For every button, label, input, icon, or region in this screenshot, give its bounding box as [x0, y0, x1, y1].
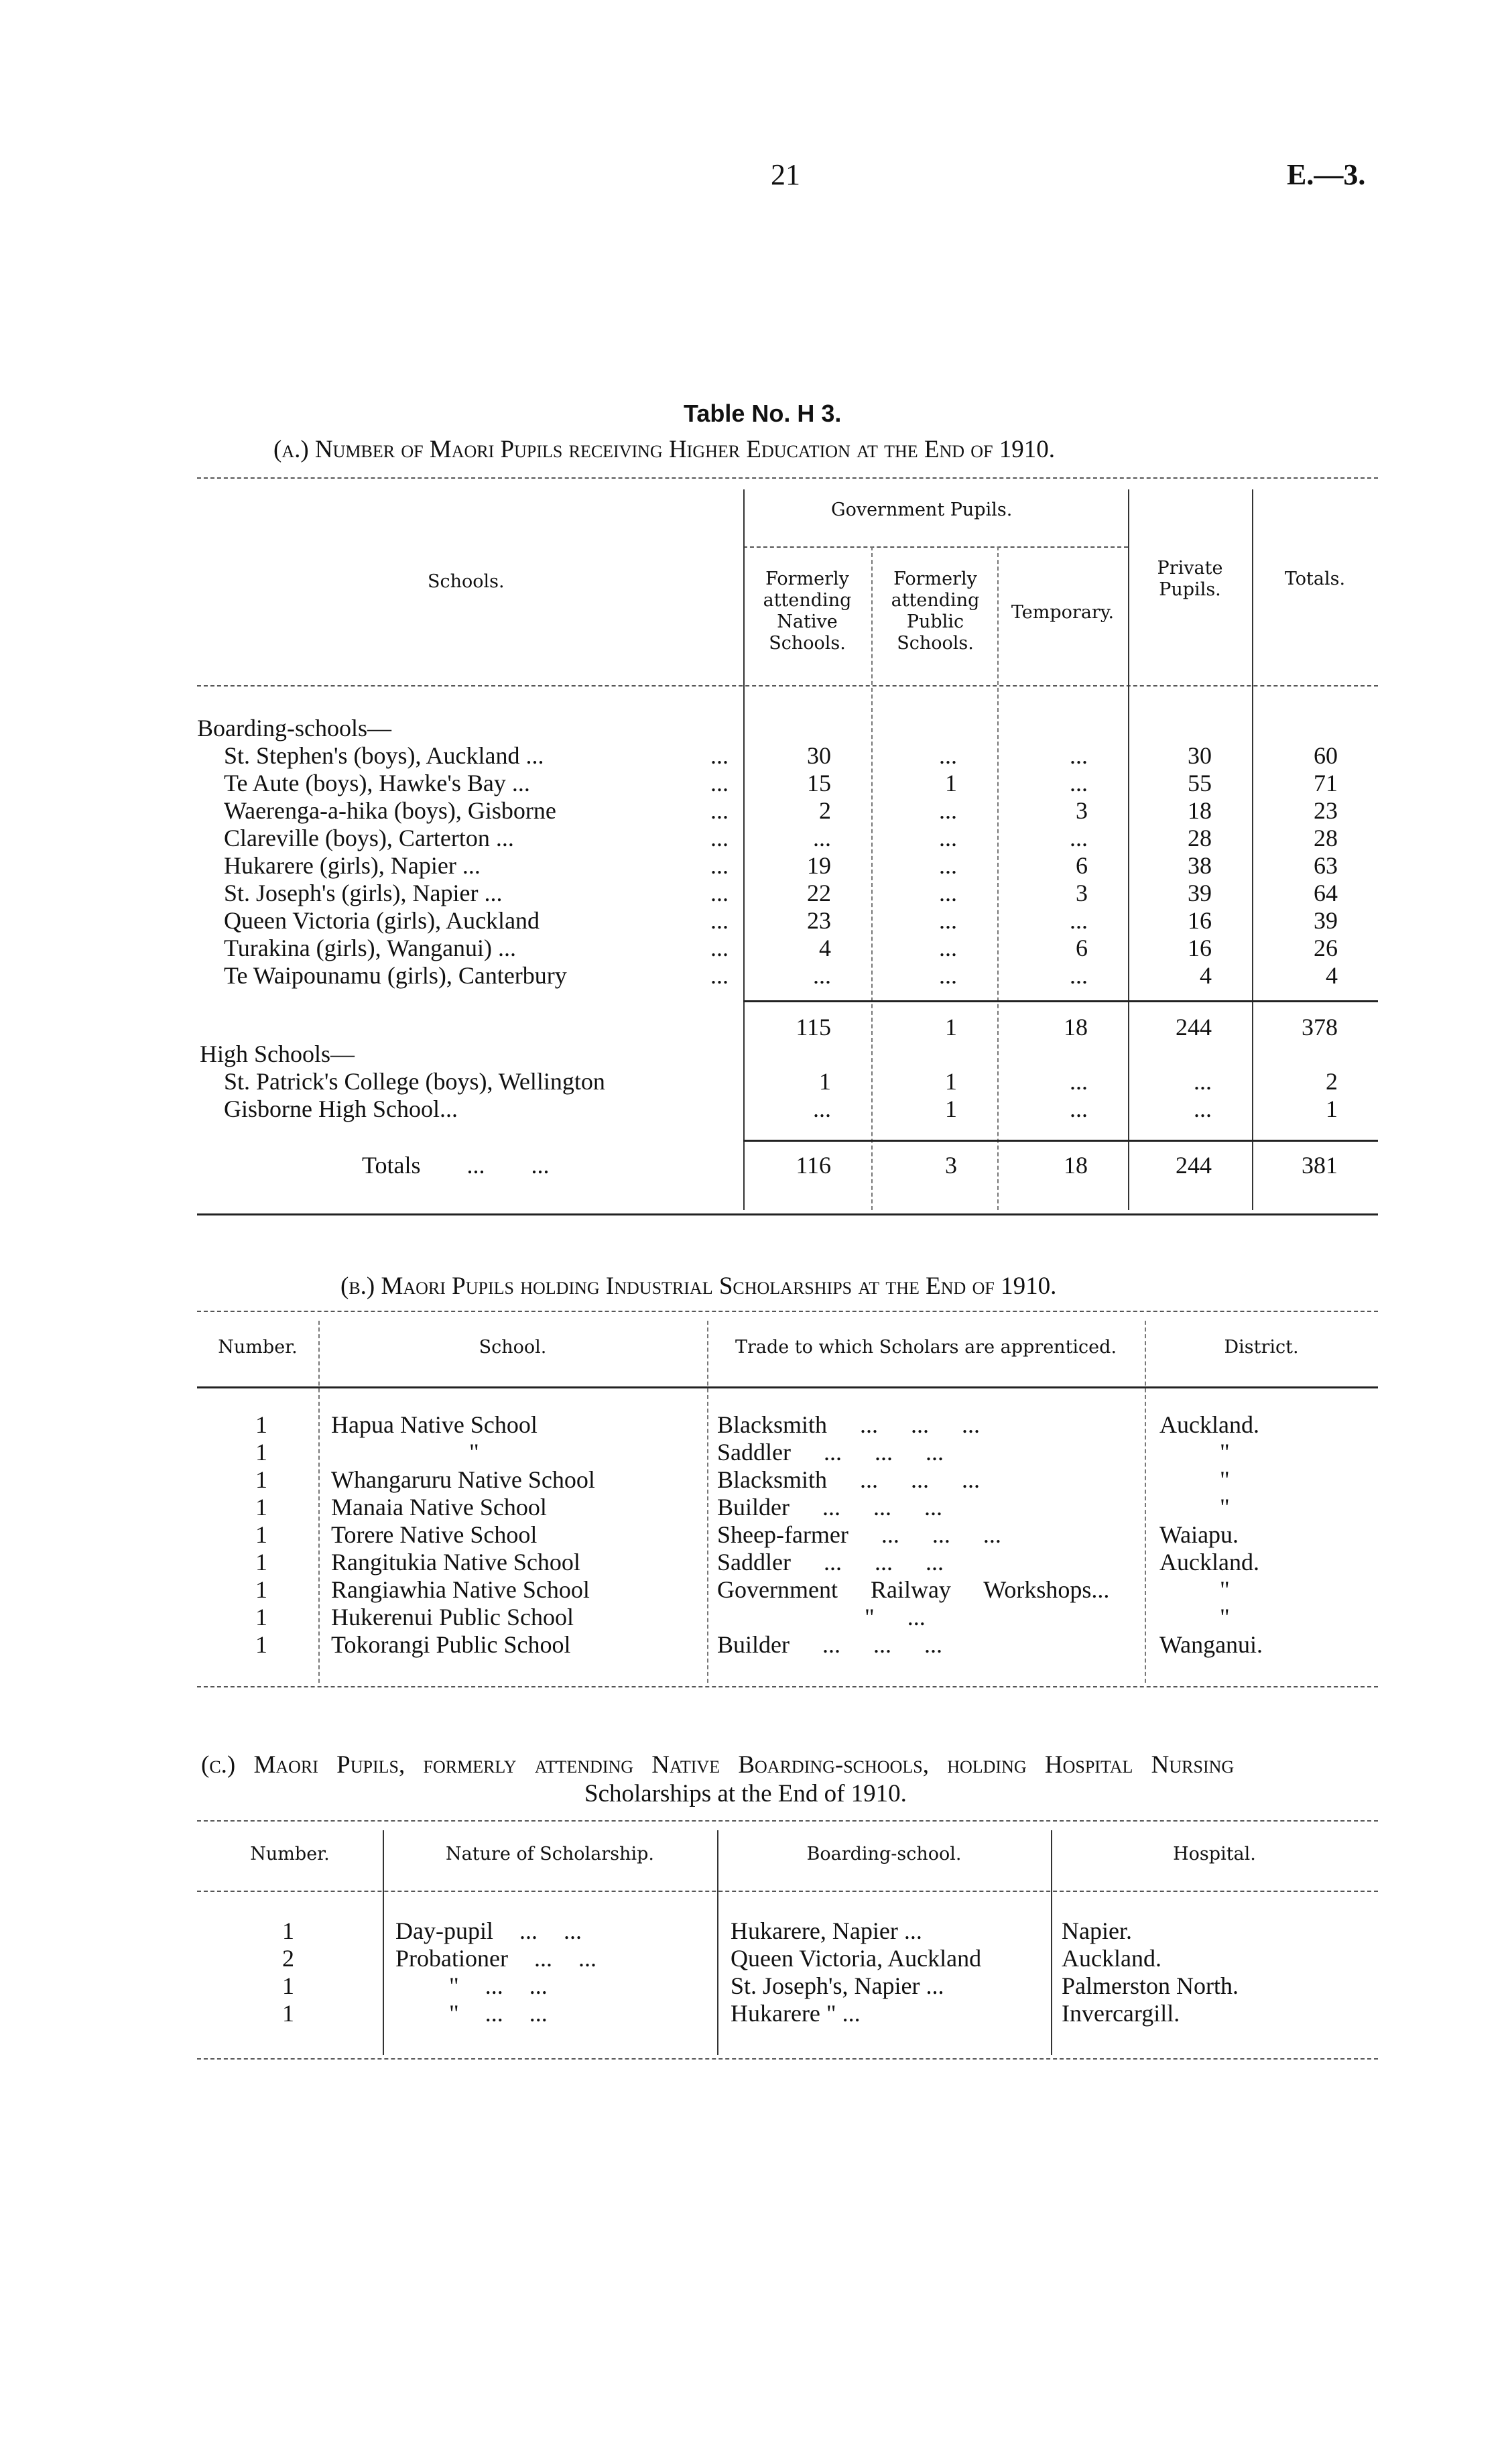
boarding-school-cell: Queen Victoria, Auckland: [731, 1945, 982, 1972]
table-cell: 71: [1314, 770, 1338, 796]
rule-bottom: [197, 1686, 1378, 1687]
totals-label: Totals ... ...: [362, 1152, 550, 1179]
totals-cell: 116: [796, 1152, 831, 1179]
school-name: St. Joseph's (girls), Napier ...: [224, 880, 503, 906]
hospital-cell: Auckland.: [1062, 1945, 1161, 1972]
district-cell: Wanganui.: [1159, 1631, 1263, 1658]
number-cell: 1: [255, 1494, 267, 1521]
table-cell: 39: [1188, 880, 1212, 906]
header-private: Private: [1157, 558, 1223, 579]
rule-header: [197, 1891, 1378, 1892]
school-cell: Torere Native School: [331, 1521, 538, 1548]
column-header: Number.: [218, 1337, 298, 1358]
table-cell: ...: [1070, 825, 1088, 851]
table-cell: ...: [1070, 962, 1088, 989]
hospital-cell: Invercargill.: [1062, 2000, 1180, 2027]
column-header: Trade to which Scholars are apprenticed.: [735, 1337, 1117, 1358]
document-reference: E.—3.: [1287, 158, 1366, 191]
table-cell: 16: [1188, 907, 1212, 934]
table-cell: 60: [1314, 742, 1338, 769]
number-cell: 1: [282, 1972, 294, 1999]
district-cell: ": [1220, 1439, 1230, 1466]
table-cell: 23: [807, 907, 831, 934]
table-cell: 4: [819, 935, 831, 961]
totals-cell: 18: [1064, 1152, 1088, 1179]
scholarship-cell: " ... ...: [449, 1972, 548, 1999]
trade-cell: Blacksmith ... ... ...: [717, 1466, 980, 1493]
school-name: Te Aute (boys), Hawke's Bay ...: [224, 770, 530, 796]
column-header: District.: [1224, 1337, 1299, 1358]
header-government: Government Pupils.: [831, 499, 1013, 520]
rule-gov: [743, 546, 1128, 548]
school-cell: Rangiawhia Native School: [331, 1576, 590, 1603]
table-cell: 28: [1314, 825, 1338, 851]
school-name: Queen Victoria (girls), Auckland: [224, 907, 540, 934]
header-formerly_native: Schools.: [769, 633, 846, 654]
column-header: Nature of Scholarship.: [446, 1844, 654, 1864]
table-cell: 2: [1326, 1068, 1338, 1095]
number-cell: 1: [255, 1439, 267, 1466]
school-cell: Rangitukia Native School: [331, 1549, 580, 1575]
table-cell: ...: [939, 742, 957, 769]
trade-cell: Blacksmith ... ... ...: [717, 1411, 980, 1438]
school-cell: Tokorangi Public School: [331, 1631, 571, 1658]
hospital-cell: Napier.: [1062, 1917, 1132, 1944]
district-cell: ": [1220, 1576, 1230, 1603]
hospital-cell: Palmerston North.: [1062, 1972, 1239, 1999]
table-cell: 16: [1188, 935, 1212, 961]
subtotal-cell: 115: [796, 1014, 831, 1040]
rule-bottom: [197, 1213, 1378, 1215]
header-schools: Schools.: [428, 571, 505, 592]
scholarship-cell: " ... ...: [449, 2000, 548, 2027]
header-formerly_public: Formerly: [893, 569, 977, 589]
leader-dots: ...: [710, 825, 729, 851]
boarding-school-cell: Hukarere " ...: [731, 2000, 861, 2027]
table-cell: 4: [1200, 962, 1212, 989]
column-rule: [707, 1321, 708, 1683]
school-cell: ": [469, 1439, 479, 1466]
table-cell: ...: [1194, 1068, 1212, 1095]
table-cell: 1: [945, 770, 957, 796]
trade-cell: " ...: [865, 1604, 926, 1630]
table-cell: 39: [1314, 907, 1338, 934]
scholarship-cell: Probationer ... ...: [395, 1945, 596, 1972]
number-cell: 1: [282, 2000, 294, 2027]
table-cell: 15: [807, 770, 831, 796]
table-cell: 30: [807, 742, 831, 769]
table-cell: 64: [1314, 880, 1338, 906]
trade-cell: Saddler ... ... ...: [717, 1439, 944, 1466]
header-formerly_public: attending: [891, 590, 980, 611]
school-name: Waerenga-a-hika (boys), Gisborne: [224, 797, 556, 824]
school-name: Turakina (girls), Wanganui) ...: [224, 935, 517, 961]
table-cell: ...: [813, 825, 831, 851]
school-cell: Hukerenui Public School: [331, 1604, 574, 1630]
header-formerly_native: Formerly: [765, 569, 849, 589]
leader-dots: ...: [710, 852, 729, 879]
totals-cell: 244: [1176, 1152, 1212, 1179]
column-header: Number.: [250, 1844, 330, 1864]
school-name: Clareville (boys), Carterton ...: [224, 825, 514, 851]
table-cell: 30: [1188, 742, 1212, 769]
table-cell: ...: [813, 1095, 831, 1122]
scholarship-cell: Day-pupil ... ...: [395, 1917, 582, 1944]
table-cell: ...: [939, 825, 957, 851]
table-cell: ...: [1070, 1095, 1088, 1122]
school-name: Te Waipounamu (girls), Canterbury: [224, 962, 567, 989]
table-cell: 1: [819, 1068, 831, 1095]
table-cell: ...: [939, 852, 957, 879]
header-totals: Totals.: [1284, 569, 1346, 589]
school-name: St. Patrick's College (boys), Wellington: [224, 1068, 605, 1095]
trade-cell: Builder ... ... ...: [717, 1494, 942, 1521]
leader-dots: ...: [710, 907, 729, 934]
number-cell: 2: [282, 1945, 294, 1972]
number-cell: 1: [255, 1576, 267, 1603]
rule-header: [197, 685, 1378, 687]
table-cell: ...: [1194, 1095, 1212, 1122]
header-formerly_native: Native: [777, 611, 838, 632]
trade-cell: Government Railway Workshops...: [717, 1576, 1110, 1603]
column-rule: [1145, 1321, 1146, 1683]
table-cell: 1: [1326, 1095, 1338, 1122]
table-cell: 28: [1188, 825, 1212, 851]
page-number: 21: [771, 158, 800, 191]
subtotal-cell: 378: [1302, 1014, 1338, 1040]
leader-dots: ...: [710, 742, 729, 769]
table-cell: 4: [1326, 962, 1338, 989]
school-name: Gisborne High School...: [224, 1095, 458, 1122]
header-formerly_native: attending: [763, 590, 852, 611]
group-boarding-schools: Boarding-schools—: [197, 715, 391, 741]
trade-cell: Builder ... ... ...: [717, 1631, 942, 1658]
column-rule: [318, 1321, 320, 1683]
table-cell: 1: [945, 1068, 957, 1095]
district-cell: Auckland.: [1159, 1411, 1259, 1438]
table-cell: ...: [939, 962, 957, 989]
table-cell: 38: [1188, 852, 1212, 879]
table-cell: 26: [1314, 935, 1338, 961]
table-cell: 22: [807, 880, 831, 906]
table-cell: ...: [939, 907, 957, 934]
rule-bottom: [197, 2058, 1378, 2060]
header-formerly_public: Schools.: [897, 633, 974, 654]
rule-header: [197, 1386, 1378, 1388]
table-cell: ...: [1070, 770, 1088, 796]
table-cell: ...: [939, 797, 957, 824]
table-cell: 6: [1076, 935, 1088, 961]
table-cell: 19: [807, 852, 831, 879]
table-cell: 3: [1076, 880, 1088, 906]
leader-dots: ...: [710, 797, 729, 824]
school-cell: Whangaruru Native School: [331, 1466, 595, 1493]
school-cell: Manaia Native School: [331, 1494, 547, 1521]
table-cell: 3: [1076, 797, 1088, 824]
rule-top: [197, 1820, 1378, 1822]
leader-dots: ...: [710, 962, 729, 989]
header-temporary: Temporary.: [1011, 602, 1115, 623]
district-cell: ": [1220, 1466, 1230, 1493]
table-cell: 6: [1076, 852, 1088, 879]
number-cell: 1: [255, 1604, 267, 1630]
table-cell: ...: [1070, 907, 1088, 934]
table-title: Table No. H 3.: [684, 400, 842, 427]
subtotal-cell: 1: [945, 1014, 957, 1040]
number-cell: 1: [255, 1631, 267, 1658]
column-header: School.: [479, 1337, 547, 1358]
trade-cell: Sheep-farmer ... ... ...: [717, 1521, 1001, 1548]
column-header: Hospital.: [1173, 1844, 1256, 1864]
group-high-schools: High Schools—: [200, 1040, 355, 1067]
leader-dots: ...: [710, 770, 729, 796]
subtotal-cell: 244: [1176, 1014, 1212, 1040]
number-cell: 1: [255, 1466, 267, 1493]
header-private: Pupils.: [1159, 579, 1221, 600]
boarding-school-cell: Hukarere, Napier ...: [731, 1917, 922, 1944]
leader-dots: ...: [710, 880, 729, 906]
district-cell: ": [1220, 1494, 1230, 1521]
boarding-school-cell: St. Joseph's, Napier ...: [731, 1972, 944, 1999]
subtotal-cell: 18: [1064, 1014, 1088, 1040]
number-cell: 1: [255, 1549, 267, 1575]
column-header: Boarding-school.: [806, 1844, 962, 1864]
table-cell: 18: [1188, 797, 1212, 824]
school-name: St. Stephen's (boys), Auckland ...: [224, 742, 544, 769]
table-c-title-line1: (c.) Maori Pupils, formerly attending Native Boarding-schools, holding Hospital Nursing: [201, 1751, 1235, 1779]
table-cell: ...: [813, 962, 831, 989]
number-cell: 1: [282, 1917, 294, 1944]
table-cell: 55: [1188, 770, 1212, 796]
table-cell: ...: [1070, 1068, 1088, 1095]
header-formerly_public: Public: [906, 611, 964, 632]
rule-top: [197, 477, 1378, 479]
trade-cell: Saddler ... ... ...: [717, 1549, 944, 1575]
district-cell: Waiapu.: [1159, 1521, 1239, 1548]
table-cell: ...: [939, 880, 957, 906]
number-cell: 1: [255, 1411, 267, 1438]
school-cell: Hapua Native School: [331, 1411, 538, 1438]
table-cell: ...: [1070, 742, 1088, 769]
table-a-subtitle: (a.) Number of Maori Pupils receiving Higher Education at the End of 1910.: [273, 436, 1056, 463]
table-cell: 1: [945, 1095, 957, 1122]
table-cell: 63: [1314, 852, 1338, 879]
table-cell: 23: [1314, 797, 1338, 824]
rule-totals: [743, 1140, 1378, 1142]
district-cell: Auckland.: [1159, 1549, 1259, 1575]
leader-dots: ...: [710, 935, 729, 961]
rule-top: [197, 1311, 1378, 1312]
number-cell: 1: [255, 1521, 267, 1548]
table-b-title: (b.) Maori Pupils holding Industrial Scholarships at the End of 1910.: [340, 1272, 1057, 1300]
rule-subtotal: [743, 1000, 1378, 1002]
table-cell: ...: [939, 935, 957, 961]
school-name: Hukarere (girls), Napier ...: [224, 852, 481, 879]
totals-cell: 3: [945, 1152, 957, 1179]
table-c-title-line2: Scholarships at the End of 1910.: [584, 1780, 907, 1807]
table-cell: 2: [819, 797, 831, 824]
district-cell: ": [1220, 1604, 1230, 1630]
totals-cell: 381: [1302, 1152, 1338, 1179]
